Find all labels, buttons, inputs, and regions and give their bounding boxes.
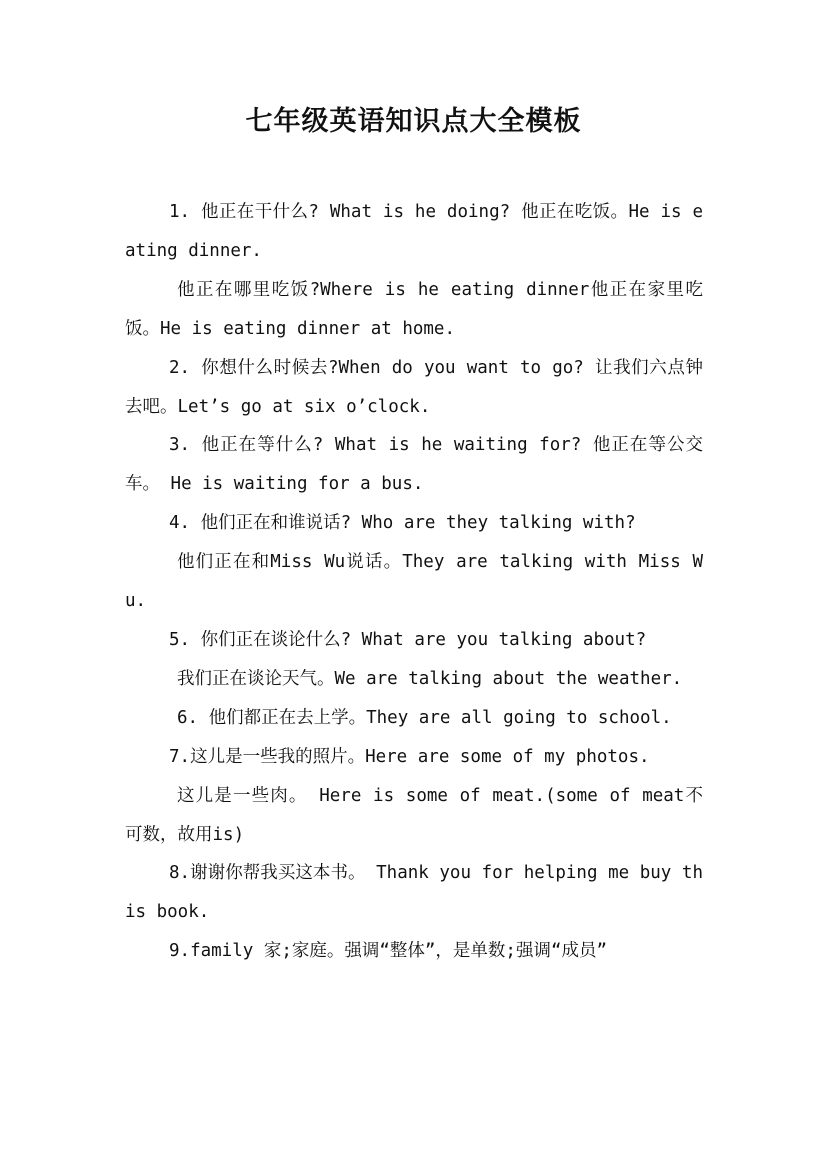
paragraph: 6. 他们都正在去上学。They are all going to school. — [177, 707, 672, 728]
document-title: 七年级英语知识点大全模板 — [245, 106, 582, 137]
paragraph: 我们正在谈论天气。We are talking about the weather. — [177, 668, 683, 689]
paragraph: 这儿是一些肉。 Here is some of meat.(some of meat不可数，故用is) — [125, 785, 703, 845]
paragraph: 2. 你想什么时候去?When do you want to go? 让我们六点钟去吧。Let’s go at six o’clock. — [125, 357, 703, 417]
paragraph: 4. 他们正在和谁说话? Who are they talking with? — [169, 513, 636, 534]
document-body — [125, 193, 703, 971]
paragraph: 9.family 家;家庭。强调“整体”，是单数;强调“成员” — [169, 941, 608, 962]
paragraph: 5. 你们正在谈论什么? What are you talking about? — [169, 629, 647, 650]
paragraph: 7.这儿是一些我的照片。Here are some of my photos. — [169, 746, 650, 767]
paragraph: 他们正在和Miss Wu说话。They are talking with Miss Wu. — [125, 552, 703, 612]
paragraph: 他正在哪里吃饭?Where is he eating dinner他正在家里吃饭。He is eating dinner at home. — [125, 279, 703, 339]
paragraph: 1. 他正在干什么? What is he doing? 他正在吃饭。He is eating dinner. — [125, 202, 703, 261]
paragraph: 3. 他正在等什么? What is he waiting for? 他正在等公交车。 He is waiting for a bus. — [125, 435, 703, 495]
paragraph: 8.谢谢你帮我买这本书。 Thank you for helping me buy this book. — [125, 863, 703, 923]
